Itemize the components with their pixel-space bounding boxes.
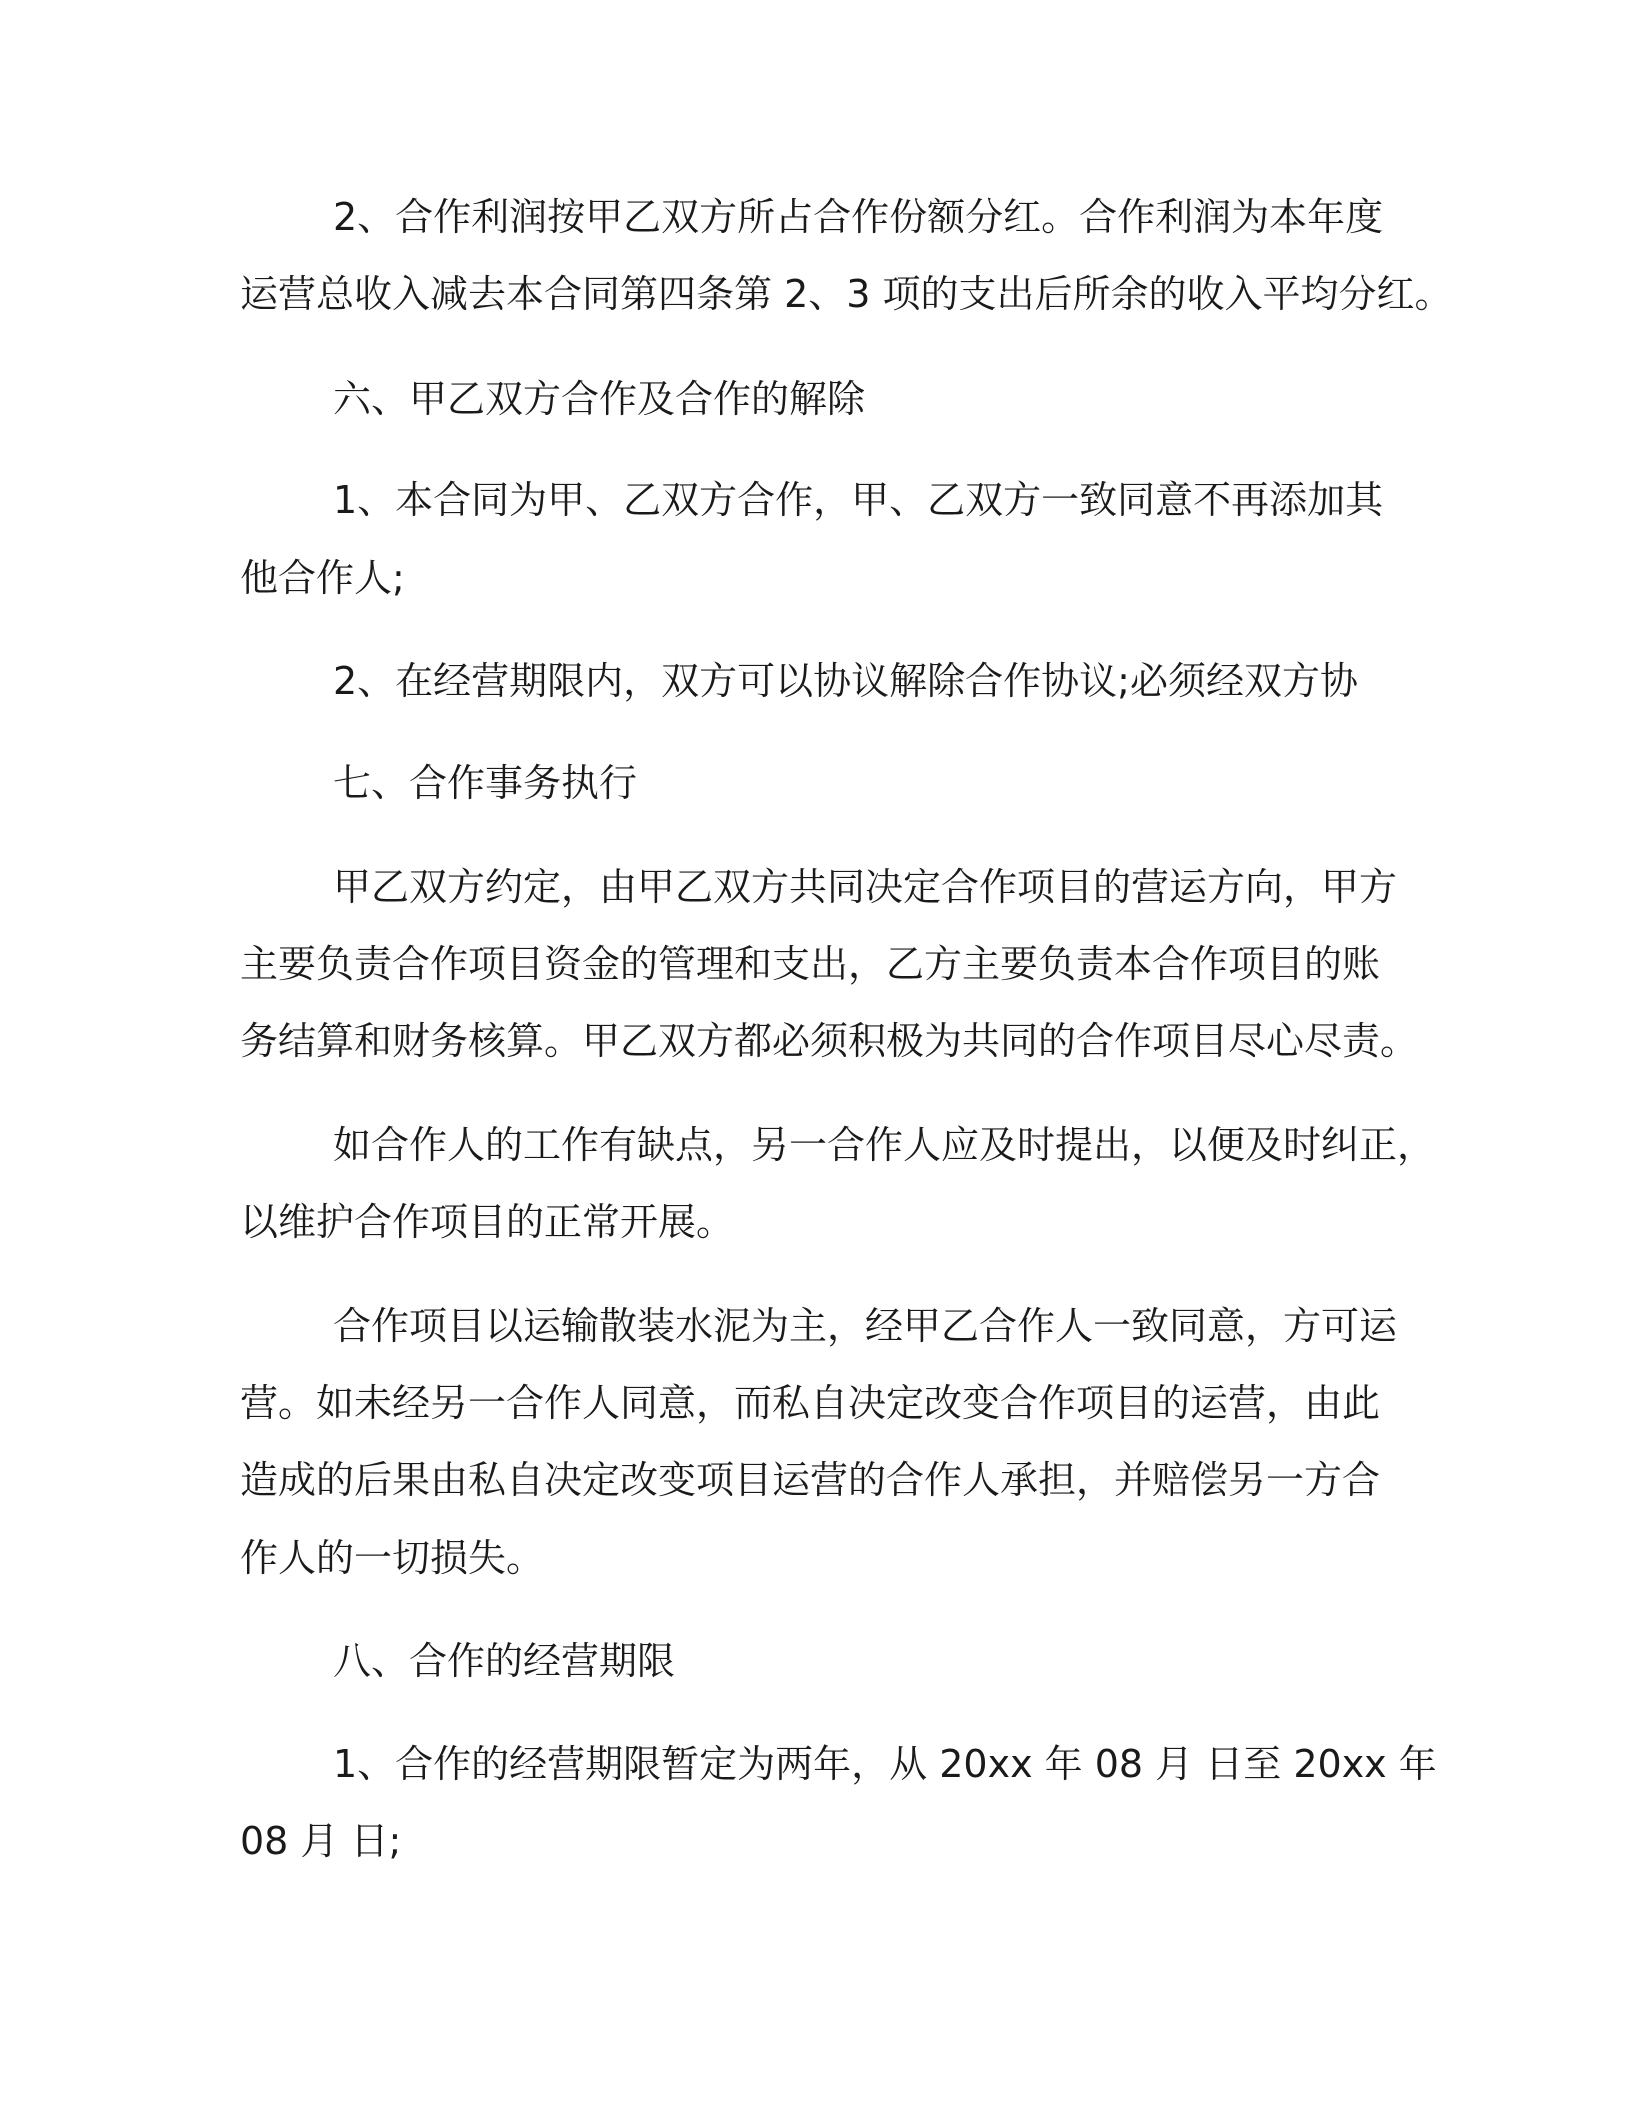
section-heading-6: 六、甲乙双方合作及合作的解除: [333, 377, 866, 421]
paragraph-3-line-1: 2、在经营期限内，双方可以协议解除合作协议;必须经双方协: [333, 659, 1358, 703]
paragraph-4-line-1: 甲乙双方约定，由甲乙双方共同决定合作项目的营运方向，甲方: [333, 865, 1398, 909]
paragraph-7-line-1: 1、合作的经营期限暂定为两年，从 20xx 年 08 月 日至 20xx 年: [333, 1742, 1437, 1786]
paragraph-6-line-3: 造成的后果由私自决定改变项目运营的合作人承担，并赔偿另一方合: [240, 1458, 1381, 1502]
paragraph-6-line-4: 作人的一切损失。: [240, 1536, 545, 1580]
paragraph-2-line-2: 他合作人;: [240, 556, 405, 600]
section-heading-7: 七、合作事务执行: [333, 761, 638, 805]
paragraph-7-line-2: 08 月 日;: [240, 1819, 402, 1863]
paragraph-6-line-1: 合作项目以运输散装水泥为主，经甲乙合作人一致同意，方可运: [333, 1304, 1398, 1348]
paragraph-4-line-3: 务结算和财务核算。甲乙双方都必须积极为共同的合作项目尽心尽责。: [240, 1019, 1419, 1063]
paragraph-6-line-2: 营。如未经另一合作人同意，而私自决定改变合作项目的运营，由此: [240, 1381, 1381, 1425]
paragraph-1-line-2: 运营总收入减去本合同第四条第 2、3 项的支出后所余的收入平均分红。: [240, 272, 1453, 316]
paragraph-4-line-2: 主要负责合作项目资金的管理和支出，乙方主要负责本合作项目的账: [240, 942, 1381, 986]
paragraph-2-line-1: 1、本合同为甲、乙双方合作，甲、乙双方一致同意不再添加其: [333, 478, 1384, 522]
paragraph-5-line-1: 如合作人的工作有缺点，另一合作人应及时提出，以便及时纠正，: [333, 1123, 1436, 1167]
paragraph-1-line-1: 2、合作利润按甲乙双方所占合作份额分红。合作利润为本年度: [333, 195, 1384, 239]
section-heading-8: 八、合作的经营期限: [333, 1639, 676, 1683]
paragraph-5-line-2: 以维护合作项目的正常开展。: [240, 1200, 735, 1244]
